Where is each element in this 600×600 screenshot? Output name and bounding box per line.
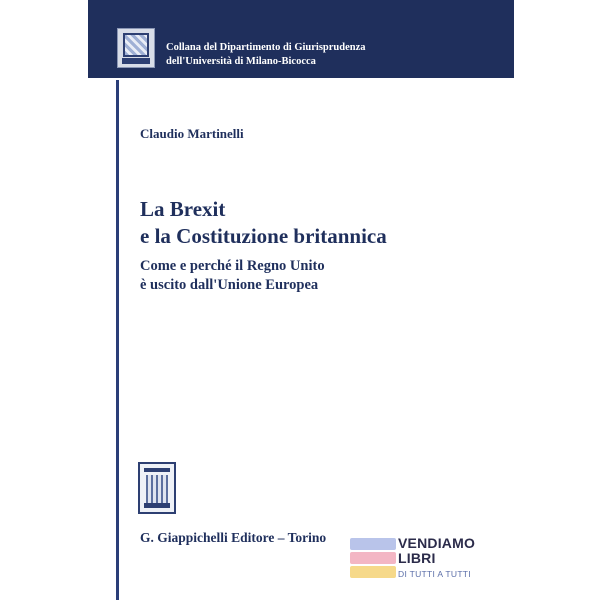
- vendiamo-libri-logo-icon: [350, 538, 396, 586]
- university-seal-icon: [117, 28, 155, 68]
- series-line-1: Collana del Dipartimento di Giurisprudenza: [166, 42, 366, 53]
- publisher-name: G. Giappichelli Editore – Torino: [140, 530, 327, 545]
- title-line-1: La Brexit: [140, 197, 226, 221]
- book-subtitle: [140, 257, 500, 295]
- author-name: Claudio Martinelli: [140, 126, 244, 141]
- logo-stripe-pink: [350, 552, 396, 564]
- book-title: [140, 196, 500, 250]
- logo-stripe-yellow: [350, 566, 396, 578]
- title-line-2: e la Costituzione britannica: [140, 224, 387, 248]
- series-name: [166, 41, 506, 69]
- badge-line-1: VENDIAMO: [398, 535, 476, 551]
- badge-line-2: LIBRI: [398, 550, 436, 566]
- subtitle-line-2: è uscito dall'Unione Europea: [140, 277, 319, 293]
- badge-tagline: DI TUTTI A TUTTI: [398, 569, 471, 579]
- publisher-emblem-icon: [138, 462, 176, 514]
- series-line-2: dell'Università di Milano-Bicocca: [166, 56, 316, 67]
- vendiamo-libri-badge: [398, 536, 475, 580]
- logo-stripe-blue: [350, 538, 396, 550]
- subtitle-line-1: Come e perché il Regno Unito: [140, 258, 325, 274]
- cover-left-rule: [116, 80, 119, 600]
